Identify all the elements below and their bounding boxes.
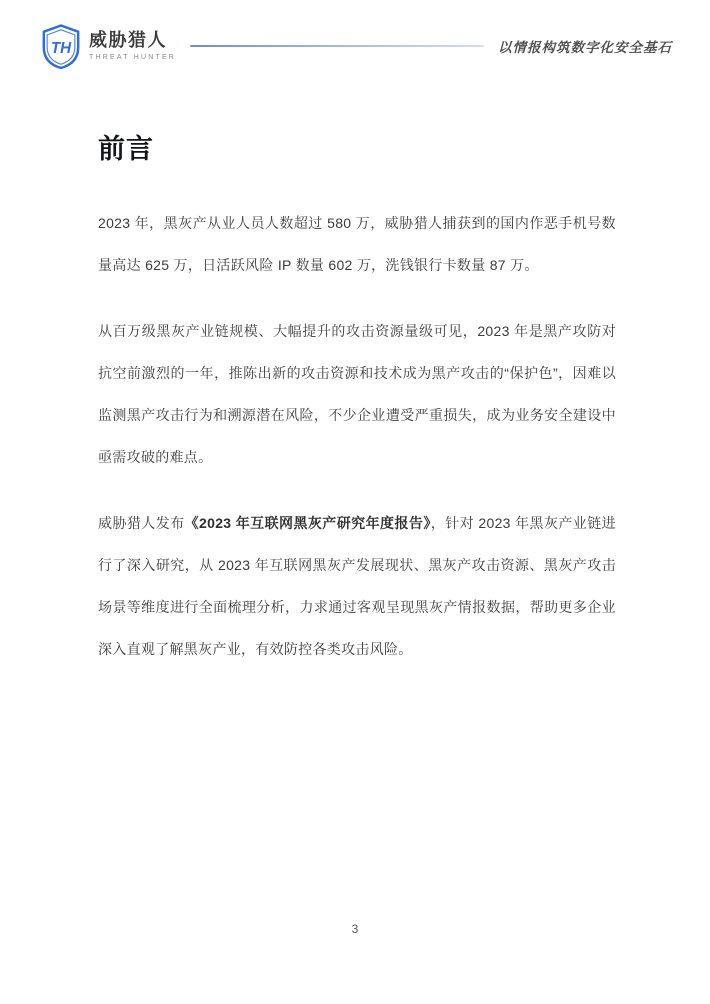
brand-name: 威胁猎人	[89, 30, 167, 51]
paragraph-3-prefix: 威胁猎人发布	[98, 515, 185, 531]
shield-monogram-text: TH	[50, 39, 72, 57]
paragraph-1: 2023 年，黑灰产从业人员人数超过 580 万，威胁猎人捕获到的国内作恶手机号数量高达 625 万，日活跃风险 IP 数量 602 万，洗钱银行卡数量 87 万。	[98, 215, 616, 273]
paragraph-3	[98, 502, 616, 670]
main-content	[98, 127, 616, 694]
page-number: 3	[351, 922, 359, 936]
logo-text-block	[89, 31, 176, 61]
shield-th-icon	[40, 23, 82, 70]
brand-subtitle: THREAT HUNTER	[89, 53, 177, 61]
page-footer	[0, 920, 710, 938]
paragraph-2: 从百万级黑灰产业链规模、大幅提升的攻击资源量级可见，2023 年是黑产攻防对抗空前激烈的一年，推陈出新的攻击资源和技术成为黑产攻击的“保护色”，因难以监测黑产攻击行为和溯源潜在风险，不少企业遭受严重损失，成为业务安全建设中亟需攻破的难点。	[98, 323, 616, 465]
page-header	[40, 20, 672, 72]
paragraph-3-suffix: ，针对 2023 年黑灰产业链进行了深入研究，从 2023 年互联网黑灰产发展现状、黑灰产攻击资源、黑灰产攻击场景等维度进行全面梳理分析，力求通过客观呈现黑灰产情报数据，帮助更多企业深入直观了解黑灰产业，有效防控各类攻击风险。	[98, 515, 616, 657]
report-title-bold: 《2023 年互联网黑灰产研究年度报告》	[184, 515, 431, 531]
threat-hunter-logo	[40, 23, 176, 70]
header-divider-line	[190, 45, 484, 47]
section-title: 前言	[98, 134, 154, 164]
header-tagline: 以情报构筑数字化安全基石	[498, 40, 672, 55]
